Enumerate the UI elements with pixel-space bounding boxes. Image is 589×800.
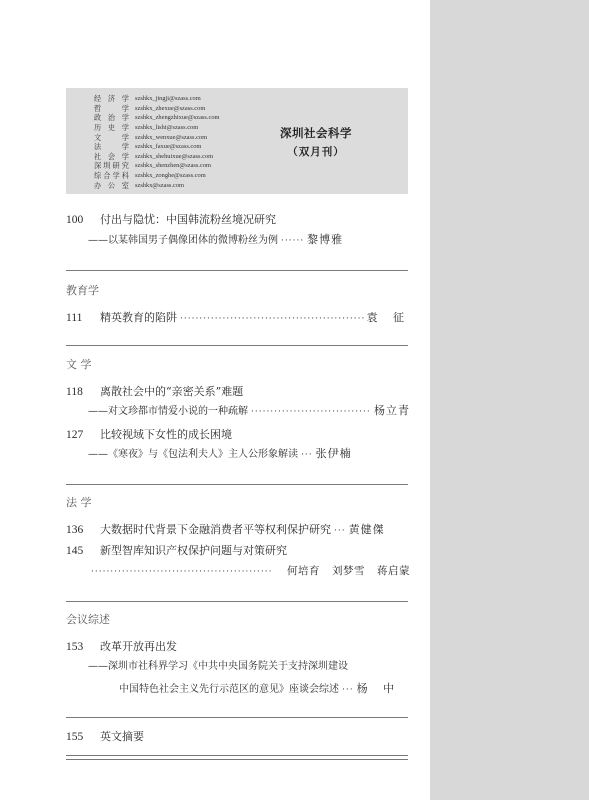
leader-dots: ···	[342, 685, 354, 695]
toc-entry[interactable]	[66, 212, 410, 249]
contact-row	[94, 123, 220, 133]
entry-author: 黄健傑	[348, 523, 385, 536]
contact-label: 办公室	[94, 180, 129, 190]
entry-author: 黎博雅	[307, 233, 344, 246]
entry-author: 杨立青	[374, 404, 410, 417]
contact-email[interactable]: szshkx_wenxue@szass.com	[135, 133, 208, 141]
entry-author: 张伊楠	[315, 447, 352, 460]
contact-row	[94, 132, 220, 142]
page-number: 145	[66, 545, 84, 557]
contact-row	[94, 142, 220, 152]
page-number: 136	[66, 524, 84, 536]
contact-email[interactable]: szshkx_zhexue@szass.com	[135, 104, 206, 112]
entry-subtitle-continued: 中国特色社会主义先行示范区的意见》座谈会综述	[119, 684, 339, 695]
contact-email[interactable]: szshkx_zonghe@szass.com	[135, 172, 206, 180]
contact-row	[94, 104, 220, 114]
entry-author: 刘梦雪	[332, 565, 365, 577]
contents-page	[66, 0, 410, 800]
toc-entry[interactable]	[66, 427, 410, 463]
leader-dots: ···	[334, 526, 346, 536]
page-number: 118	[66, 386, 83, 398]
contact-list	[94, 94, 220, 190]
contact-email[interactable]: szshkx_zhengzhixue@szass.com	[135, 114, 220, 122]
contact-label: 文学	[94, 132, 129, 142]
contact-row	[94, 94, 220, 104]
entry-subtitle: ——以某韩国男子偶像团体的微博粉丝为例	[88, 235, 278, 246]
entry-subtitle: ——《寒夜》与《包法利夫人》主人公形象解读	[88, 449, 298, 460]
toc-entry[interactable]	[66, 310, 410, 327]
journal-title: 深圳社会科学	[280, 126, 352, 140]
side-gray-band	[430, 0, 589, 800]
leader-dots	[91, 564, 272, 580]
entry-title[interactable]: 精英教育的陷阱	[100, 311, 177, 324]
contact-email[interactable]: szshkx_lishi@szass.com	[135, 124, 199, 132]
contact-info-box	[66, 88, 408, 194]
contact-label: 经济学	[94, 94, 129, 104]
section-divider	[66, 270, 408, 271]
contact-email[interactable]: szshkx_faxue@szass.com	[135, 143, 202, 151]
contact-label: 社会学	[94, 151, 129, 161]
entry-title[interactable]: 比较视域下女性的成长困境	[100, 428, 232, 441]
toc-entry[interactable]	[66, 543, 410, 580]
page-number: 153	[66, 641, 84, 653]
entry-author: 杨 中	[356, 682, 401, 695]
leader-dots: ···	[301, 450, 313, 460]
leader-dots	[180, 311, 364, 327]
entry-title[interactable]: 新型智库知识产权保护问题与对策研究	[100, 544, 287, 557]
section-heading-education: 教育学	[66, 284, 99, 297]
section-heading-law: 法 学	[66, 496, 92, 509]
contact-email[interactable]: szshkx_shenzhen@szass.com	[135, 162, 211, 170]
contact-label: 历史学	[94, 123, 129, 133]
contact-label: 哲学	[94, 103, 129, 113]
footer-double-rule	[66, 755, 408, 760]
toc-entry[interactable]	[66, 729, 410, 745]
section-heading-literature: 文 学	[66, 358, 92, 371]
section-divider	[66, 484, 408, 485]
journal-masthead	[262, 125, 370, 159]
toc-entry[interactable]	[66, 639, 410, 698]
journal-subtitle: （双月刊）	[287, 146, 345, 158]
contact-email[interactable]: szshkx_shehuixue@szass.com	[135, 152, 214, 160]
contact-row	[94, 113, 220, 123]
page-number: 127	[66, 429, 84, 441]
contact-row	[94, 152, 220, 162]
contact-row	[94, 180, 220, 190]
contact-label: 政治学	[94, 113, 129, 123]
entry-author: 蒋启蒙	[377, 565, 410, 577]
entry-author: 袁 征	[366, 311, 410, 324]
page-number: 100	[66, 214, 84, 226]
section-divider	[66, 345, 408, 346]
entry-title[interactable]: 离散社会中的“亲密关系”难题	[100, 385, 244, 398]
contact-row	[94, 171, 220, 181]
leader-dots	[251, 404, 371, 420]
entry-title[interactable]: 改革开放再出发	[100, 640, 177, 653]
page-number: 155	[66, 731, 84, 743]
leader-dots: ······	[281, 236, 305, 246]
toc-entry[interactable]	[66, 384, 410, 420]
contact-email[interactable]: szshkx@szass.com	[135, 181, 185, 189]
entry-title[interactable]: 英文摘要	[100, 730, 144, 743]
section-divider	[66, 717, 408, 718]
entry-title[interactable]: 付出与隐忧：中国韩流粉丝境况研究	[100, 213, 276, 226]
entry-author: 何培育	[287, 565, 320, 577]
contact-email[interactable]: szshkx_jingji@szass.com	[135, 95, 201, 103]
contact-label: 深圳研究	[94, 161, 129, 171]
entry-title[interactable]: 大数据时代背景下金融消费者平等权利保护研究	[100, 523, 331, 536]
toc-entry[interactable]	[66, 522, 410, 539]
contact-label: 法学	[94, 142, 129, 152]
entry-subtitle: ——深圳市社科界学习《中共中央国务院关于支持深圳建设	[88, 661, 348, 672]
contact-label: 综合学科	[94, 171, 129, 181]
section-divider	[66, 601, 408, 602]
entry-subtitle: ——对文珍都市情爱小说的一种疏解	[88, 406, 248, 417]
contact-row	[94, 161, 220, 171]
page-number: 111	[66, 312, 83, 324]
section-heading-conference: 会议综述	[66, 613, 110, 626]
